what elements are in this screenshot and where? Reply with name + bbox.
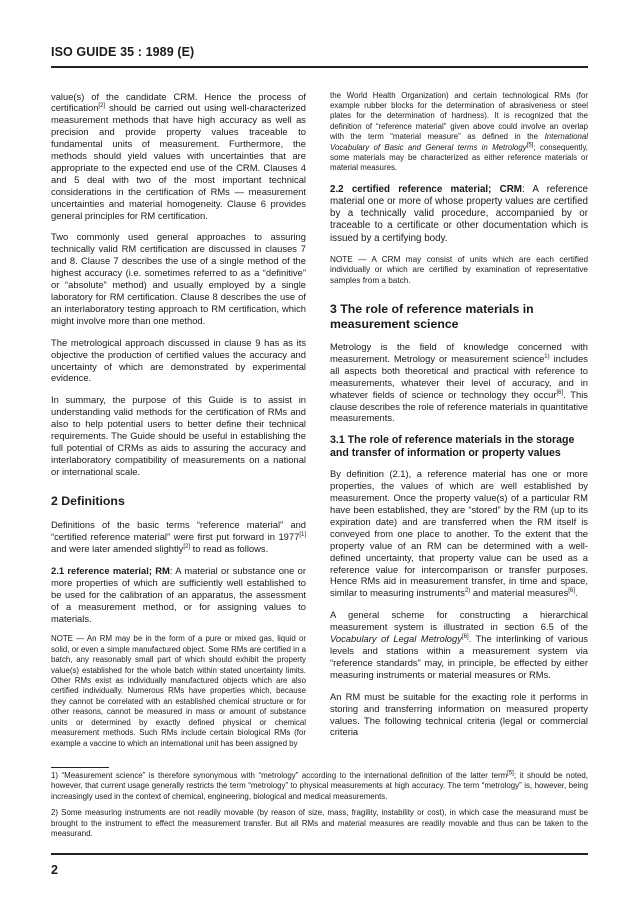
text-run: and were later amended slightly <box>51 543 184 554</box>
term-label: 2.2 certified reference material; CRM <box>330 183 522 195</box>
intro-paragraph-4 <box>51 394 306 477</box>
text-run: Two commonly used general approaches to assuring technically valid RM certification are discussed in clauses 7 and 8. Clause 7 describes the use of a single method of the highest accuracy (i.e. sometimes referred to as a “definitive” or “absolute” method) and usually employed by a single laboratory for RM certification. Clause 8 describes the use of an interlaboratory testing approach to RM certification, which might involve more than one method. <box>51 231 306 326</box>
right-column <box>330 91 588 749</box>
text-run: NOTE — A CRM may consist of units which are each certified individually or which are certified by examination of representative samples from a batch. <box>330 254 588 285</box>
reference-marker: 1) <box>544 353 550 360</box>
footnote-1 <box>51 771 588 802</box>
text-run: ; it should be noted, however, that current usage generally restricts the term “metrology” to physical measurements at high accuracy. The term “metrology” is, however, being increasingly used in the context of chemical, engineering, biological and medical measurements. <box>51 770 588 801</box>
term-label: 2.1 reference material; RM <box>51 564 170 576</box>
text-run: 1) “Measurement science” is therefore synonymous with “metrology” according to the international definition of the latter term <box>51 770 508 780</box>
italic-title: Vocabulary of Legal Metrology <box>330 633 462 645</box>
intro-paragraph-3 <box>51 337 306 385</box>
reference-marker: [2] <box>98 103 106 110</box>
note-2-1-continued <box>330 91 588 174</box>
footer-rule <box>51 853 588 855</box>
note-2-2 <box>330 255 588 286</box>
section-3-1-paragraph-1 <box>330 468 588 599</box>
text-run: NOTE — An RM may be in the form of a pure or mixed gas, liquid or solid, or even a simple manufactured object. Some RMs are certified in a batch, any reasonably small part of which should exhibit the property value(s) established for the whole batch within stated uncertainty limits. Other RMs exist as individually manufactured objects which are also certified individually. Numerous RMs have properties which, because they cannot be correlated with an established chemical structure or for other reasons, cannot be measured in mass or amount of substance units or determined by exactly defined physical or chemical measurement methods. Such RMs include certain biological RMs (for example a vaccine to which an international unit has been assigned by <box>51 634 306 748</box>
header-rule <box>51 66 588 68</box>
section-3-1-paragraph-3 <box>330 691 588 739</box>
section-3-1-paragraph-2 <box>330 609 588 680</box>
section-3-heading: 3 The role of reference materials in measurement science <box>330 301 534 332</box>
reference-marker: [5] <box>526 141 534 148</box>
text-run: . This clause describes the role of reference materials in quantitative measurements. <box>330 388 588 424</box>
reference-marker: [6] <box>568 588 575 595</box>
text-run: An RM must be suitable for the exacting role it performs in storing and transferring information on measured property values. The following technical criteria (legal or commercial criteria <box>330 690 588 738</box>
reference-marker: [1] <box>299 531 306 538</box>
definition-2-1 <box>51 565 306 625</box>
text-run: : A reference material one or more of whose property values are certified by a technically valid procedure, accompanied by or traceable to a certificate or other documentation which is issued by a certifying body. <box>330 183 588 244</box>
note-2-1 <box>51 634 306 748</box>
text-run: . <box>574 587 578 599</box>
text-run: to read as follows. <box>190 543 269 554</box>
footnote-rule <box>51 767 109 768</box>
section-3-1-heading: 3.1 The role of reference materials in the storage and transfer of information or property values <box>330 434 575 460</box>
page-number: 2 <box>51 862 58 877</box>
section-3-paragraph <box>330 341 588 424</box>
text-run: A general scheme for constructing a hierarchical measurement system is illustrated in section 6.5 of the <box>330 609 588 633</box>
reference-marker: [5] <box>507 770 514 777</box>
definitions-intro <box>51 519 306 555</box>
intro-paragraph-2 <box>51 231 306 326</box>
two-column-body <box>51 91 588 749</box>
footnote-2 <box>51 808 588 839</box>
reference-marker: [6] <box>556 389 564 396</box>
text-run: . The interlinking of various levels and stations within a measurement system via “reference standards” may, in principle, be effected by either measuring instruments or material measures or RMs. <box>330 633 588 680</box>
text-run: includes all aspects both theoretical and practical with reference to measurements, whatever their level of accuracy, and in whatever fields of science or technology they occur <box>330 352 588 400</box>
definition-2-2 <box>330 184 588 245</box>
text-run: and material measures <box>470 587 569 599</box>
reference-marker: [6] <box>461 633 469 640</box>
text-run: In summary, the purpose of this Guide is to assist in understanding valid methods for the certification of RMs and also to help potential users to better define their technical requirements. The Guide should be useful in establishing the full potential of CRMs as aids to assuring the accuracy and interlaboratory compatibility of measurements on a national or international scale. <box>51 394 306 477</box>
reference-marker: [2] <box>183 543 191 550</box>
text-run: Definitions of the basic terms “reference material” and “certified reference material” were first put forward in 1977 <box>51 519 306 543</box>
left-column <box>51 91 306 749</box>
italic-title: International Vocabulary of Basic and General terms in Metrology <box>330 132 588 152</box>
text-run: should be carried out using well-characterized measurement methods that have high accuracy as well as precision and provide property values traceable to fundamental units of measurement. Furthermore, the methods should yield values with uncertainties that are appropriate to the expected end use of the CRM. Clauses 4 and 5 deal with two of the most important technical considerations in the certification of RMs — measurement uncertainties and material homogeneity. Clause 6 provides general principles for RM certification. <box>51 102 306 221</box>
text-run: : A material or substance one or more properties of which are sufficiently well established to be used for the calibration of an apparatus, the assessment of a measurement method, or for assigning values to materials. <box>51 564 306 624</box>
text-run: 2) Some measuring instruments are not readily movable (by reason of size, mass, fragility, instability or cost), in which case the measurand must be brought to the instrument to effect the measurement transfer. But all RMs and material measures are readily movable and thus can be taken to the measurand. <box>51 808 588 838</box>
section-2-heading: 2 Definitions <box>51 493 125 508</box>
text-run: the World Health Organization) and certain technological RMs (for example rubber blocks for the determination of abrasiveness or steel plates for the determination of hardness). It is recognized that the definition of “reference material” given above could involve an overlap with the term “material measure” as defined in the <box>330 90 588 142</box>
intro-paragraph-1 <box>51 91 306 222</box>
text-run: The metrological approach discussed in clause 9 has as its objective the production of certified values the accuracy and uncertainty of which are demonstrated by experimental evidence. <box>51 336 306 384</box>
reference-marker: 2) <box>464 588 471 595</box>
text-run: By definition (2.1), a reference material has one or more properties, the values of which are well established by measurement. Once the property value(s) of a particular RM have been established, they are “stored” by the RM (up to its expiration date) and are transferred when the RM itself is conveyed from one place to another. To the extent that the property value of an RM can be determined with a well-defined uncertainty, that property value can be used as a reference value for intercomparison or transfer purposes. Hence RMs aid in measurement transfer, in time and space, similar to measuring instruments <box>330 468 588 599</box>
text-run: Metrology is the field of knowledge concerned with measurement. Metrology or measurement science <box>330 340 588 364</box>
text-run: ; consequently, some materials may be characterized as either reference materials or material measures. <box>330 142 588 173</box>
text-run: value(s) of the candidate CRM. Hence the process of certification <box>51 90 306 114</box>
document-header-title: ISO GUIDE 35 : 1989 (E) <box>51 45 195 59</box>
